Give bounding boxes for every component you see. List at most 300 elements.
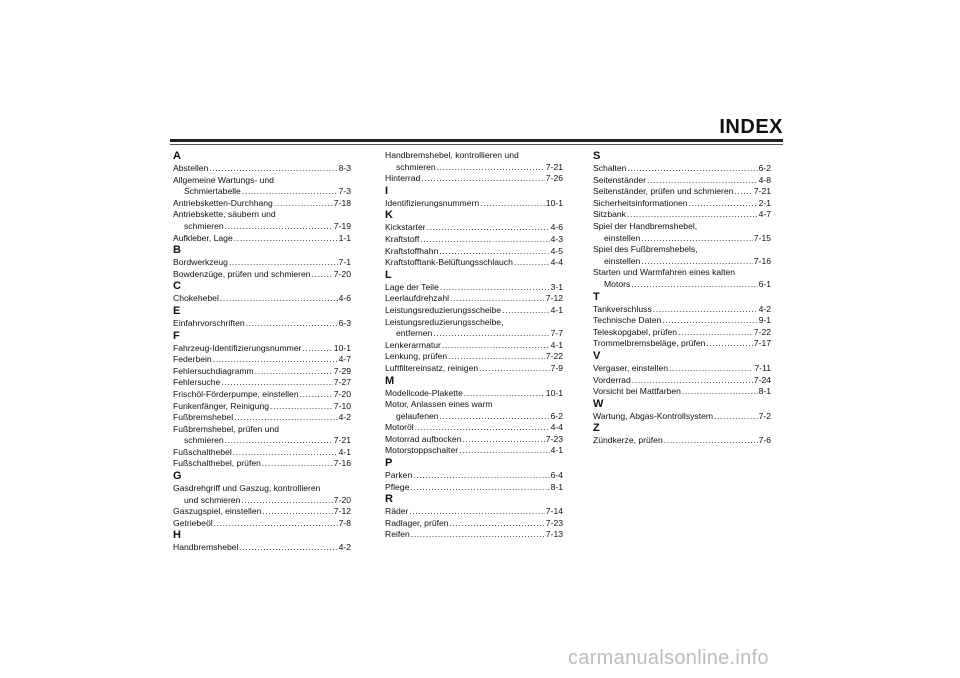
index-entry-text: Bordwerkzeug: [173, 257, 228, 268]
leader-dots: [242, 186, 338, 198]
index-entry-text: Antriebsketten-Durchhang: [173, 197, 273, 208]
index-letter-heading: R: [385, 493, 393, 506]
index-entry: [593, 411, 771, 423]
index-entry-page: 4-4: [550, 257, 563, 268]
index-entry-page: 4-1: [550, 445, 563, 456]
index-entry: [593, 267, 771, 279]
index-entry-page: 7-11: [754, 362, 771, 373]
index-entry-page: 7-1: [338, 257, 351, 268]
index-entry-page: 7-18: [333, 197, 351, 208]
index-entry: [385, 482, 563, 494]
leader-dots: [678, 327, 753, 339]
index-entry: [385, 328, 563, 340]
index-entry-page: 7-8: [338, 517, 351, 528]
index-entry-text: Hinterrad: [385, 173, 421, 184]
index-entry-page: 4-2: [338, 412, 351, 423]
index-entry-text: Räder: [385, 506, 409, 517]
leader-dots: [209, 163, 337, 175]
index-entry: [173, 412, 351, 424]
leader-dots: [409, 506, 544, 518]
index-entry: [385, 234, 563, 246]
index-entry: [385, 518, 563, 530]
index-entry-text: Seitenständer: [593, 174, 647, 185]
index-letter-heading: L: [385, 268, 392, 281]
index-entry-text: Sicherheitsinformationen: [593, 197, 688, 208]
index-letter-heading: M: [385, 374, 395, 387]
index-entry-text: Fehlersuchdiagramm: [173, 365, 254, 376]
index-entry-text: und schmieren: [184, 494, 241, 505]
index-entry-text: Handbremshebel: [173, 542, 239, 553]
index-entry-page: 7-12: [545, 293, 563, 304]
index-column-3: [593, 150, 771, 447]
index-entry-text: Tankverschluss: [593, 303, 652, 314]
index-entry-text: Gaszugspiel, einstellen: [173, 506, 262, 517]
index-entry-page: 7-16: [333, 458, 351, 469]
index-entry-page: 7-2: [758, 410, 771, 421]
index-letter-heading: H: [173, 529, 181, 542]
leader-dots: [437, 162, 545, 174]
index-entry: [385, 363, 563, 375]
index-entry: [173, 163, 351, 175]
leader-dots: [270, 401, 333, 413]
index-letter-heading: V: [593, 349, 601, 362]
index-entry: [385, 340, 563, 352]
index-entry-page: 6-2: [758, 163, 771, 173]
index-entry: [593, 304, 771, 316]
leader-dots: [734, 186, 752, 198]
leader-dots: [641, 233, 752, 245]
index-entry-text: Seitenständer, prüfen und schmieren: [593, 186, 734, 197]
page-title: INDEX: [719, 116, 783, 138]
index-entry-page: 7-20: [333, 268, 351, 279]
index-entry: [173, 293, 351, 305]
index-entry: [593, 244, 771, 256]
index-entry-page: 10-1: [545, 387, 563, 398]
index-entry-text: Fehlersuche: [173, 377, 221, 388]
index-entry-text: Leistungsreduzierungsscheibe: [385, 304, 502, 315]
index-entry-page: 4-6: [550, 222, 563, 233]
index-entry-page: 4-2: [338, 542, 351, 553]
index-entry: [593, 256, 771, 268]
index-column-1: [173, 150, 351, 554]
index-entry: [173, 389, 351, 401]
index-entry-text: Aufkleber, Lage: [173, 232, 233, 243]
leader-dots: [669, 363, 753, 375]
index-entry-page: 7-21: [333, 435, 351, 446]
index-entry-text: Pflege: [385, 481, 410, 492]
index-entry: [173, 343, 351, 355]
index-entry: [173, 377, 351, 389]
index-entry-page: 4-4: [550, 422, 563, 433]
index-entry: [385, 293, 563, 305]
leader-dots: [440, 282, 550, 294]
index-entry-page: 7-9: [550, 362, 563, 373]
index-entry: [173, 495, 351, 507]
index-entry-text: Kraftstoff: [385, 233, 420, 244]
index-entry: [593, 186, 771, 198]
leader-dots: [234, 233, 338, 245]
index-entry-text: Radlager, prüfen: [385, 517, 449, 528]
index-entry-text: Vergaser, einstellen: [593, 362, 669, 373]
index-entry-text: Spiel des Fußbremshebels,: [593, 244, 698, 255]
index-entry-text: Modellcode-Plakette: [385, 387, 463, 398]
index-entry-text: Fußschalthebel: [173, 446, 232, 457]
leader-dots: [234, 412, 337, 424]
index-entry-text: Luftfiltereinsatz, reinigen: [385, 362, 479, 373]
index-entry-page: 2-1: [758, 197, 771, 208]
index-entry: [385, 388, 563, 400]
index-entry: [593, 233, 771, 245]
index-entry-page: 6-2: [550, 410, 563, 421]
index-entry-text: Schmiertabelle: [184, 186, 241, 197]
index-entry-text: Reifen: [385, 529, 410, 540]
index-entry-page: 7-21: [545, 161, 563, 172]
index-entry-page: 7-20: [333, 388, 351, 399]
leader-dots: [229, 257, 338, 269]
index-entry-page: 4-3: [550, 233, 563, 244]
index-entry-text: Kickstarter: [385, 222, 426, 233]
leader-dots: [221, 377, 333, 389]
index-entry: [593, 175, 771, 187]
index-entry: [593, 363, 771, 375]
index-entry: [385, 422, 563, 434]
index-entry-text: entfernen: [396, 328, 433, 339]
index-entry: [385, 411, 563, 423]
index-entry: [593, 315, 771, 327]
index-entry: [173, 269, 351, 281]
index-entry-text: Identifizierungsnummern: [385, 197, 480, 208]
index-entry-page: 7-21: [753, 186, 771, 197]
index-entry: [173, 366, 351, 378]
index-entry-text: Spiel der Handbremshebel,: [593, 220, 698, 231]
index-entry: [385, 351, 563, 363]
leader-dots: [514, 257, 550, 269]
index-entry-text: Lenkung, prüfen: [385, 351, 448, 362]
index-entry-page: 4-7: [338, 354, 351, 365]
index-entry: [173, 447, 351, 459]
leader-dots: [220, 293, 338, 305]
index-entry: [593, 327, 771, 339]
index-entry-page: 7-16: [753, 255, 771, 266]
index-entry-text: gelaufenen: [396, 410, 439, 421]
index-entry-page: 7-23: [545, 517, 563, 528]
index-entry: [593, 163, 771, 175]
leader-dots: [413, 470, 549, 482]
leader-dots: [274, 198, 333, 210]
index-entry-text: Leerlaufdrehzahl: [385, 293, 450, 304]
index-entry-text: Vorderrad: [593, 374, 631, 385]
index-entry-page: 7-29: [333, 365, 351, 376]
index-entry: [173, 435, 351, 447]
index-entry-text: Fußbremshebel: [173, 412, 234, 423]
leader-dots: [246, 318, 338, 330]
index-entry: [385, 222, 563, 234]
index-letter-heading: E: [173, 304, 181, 317]
index-entry: [173, 542, 351, 554]
index-entry-text: Fahrzeug-Identifizierungsnummer: [173, 342, 302, 353]
leader-dots: [450, 293, 545, 305]
index-entry: [173, 186, 351, 198]
index-entry-page: 8-1: [550, 481, 563, 492]
index-entry-text: Trommelbremsbeläge, prüfen: [593, 338, 706, 349]
index-entry: [173, 198, 351, 210]
leader-dots: [433, 328, 549, 340]
index-entry-page: 4-5: [550, 245, 563, 256]
index-entry: [173, 221, 351, 233]
index-entry: [173, 424, 351, 436]
leader-dots: [415, 422, 550, 434]
index-entry-text: Wartung, Abgas-Kontrollsystem: [593, 410, 714, 421]
index-entry-text: Lenkerarmatur: [385, 339, 441, 350]
leader-dots: [440, 411, 550, 423]
leader-dots: [225, 221, 333, 233]
index-entry-text: Handbremshebel, kontrollieren und: [385, 150, 519, 160]
leader-dots: [662, 315, 757, 327]
leader-dots: [462, 434, 544, 446]
index-entry: [173, 209, 351, 221]
index-entry: [385, 399, 563, 411]
index-entry-page: 8-3: [338, 163, 351, 173]
index-entry-text: Einfahrvorschriften: [173, 317, 245, 328]
leader-dots: [255, 366, 333, 378]
index-entry-page: 6-4: [550, 470, 563, 481]
index-entry-page: 7-6: [758, 435, 771, 446]
index-entry-text: einstellen: [604, 255, 641, 266]
leader-dots: [411, 529, 545, 541]
index-entry-page: 4-1: [550, 339, 563, 350]
leader-dots: [241, 495, 332, 507]
leader-dots: [627, 163, 757, 175]
index-letter-heading: C: [173, 280, 181, 293]
index-entry-page: 9-1: [758, 315, 771, 326]
index-letter-heading: A: [173, 150, 181, 162]
index-entry-page: 4-1: [338, 446, 351, 457]
index-entry-page: 7-20: [333, 494, 351, 505]
leader-dots: [647, 175, 758, 187]
header-rule-thick: [170, 139, 783, 142]
leader-dots: [213, 354, 338, 366]
index-entry-page: 4-8: [758, 174, 771, 185]
index-letter-heading: P: [385, 457, 393, 470]
index-entry-page: 7-23: [545, 433, 563, 444]
index-entry-text: Motorrad aufbocken: [385, 433, 462, 444]
index-entry-page: 7-10: [333, 400, 351, 411]
index-entry-text: schmieren: [184, 220, 224, 231]
index-entry-page: 7-22: [753, 326, 771, 337]
header-rule-thin: [170, 144, 783, 145]
leader-dots: [689, 198, 758, 210]
index-entry: [593, 338, 771, 350]
index-letter-heading: T: [593, 290, 600, 303]
index-entry-text: Abstellen: [173, 163, 209, 173]
index-entry-page: 4-7: [758, 209, 771, 220]
index-entry-text: Kraftstofftank-Belüftungsschlauch: [385, 257, 513, 268]
index-letter-heading: S: [593, 150, 601, 162]
leader-dots: [420, 234, 549, 246]
index-entry: [385, 173, 563, 185]
index-entry-text: Fußschalthebel, prüfen: [173, 458, 261, 469]
index-entry-text: Gasdrehgriff und Gaszug, kontrollieren: [173, 483, 321, 494]
leader-dots: [479, 363, 549, 375]
leader-dots: [664, 435, 758, 447]
index-entry-page: 7-24: [753, 374, 771, 385]
index-entry-page: 1-1: [338, 232, 351, 243]
leader-dots: [427, 222, 550, 234]
index-entry-page: 4-2: [758, 303, 771, 314]
index-entry-page: 10-1: [545, 197, 563, 208]
index-entry: [173, 175, 351, 187]
index-entry-text: Motorstoppschalter: [385, 445, 459, 456]
index-entry-page: 7-22: [545, 351, 563, 362]
index-letter-heading: B: [173, 244, 181, 257]
index-entry: [593, 209, 771, 221]
index-entry: [385, 150, 563, 162]
leader-dots: [225, 435, 333, 447]
index-entry-text: Teleskopgabel, prüfen: [593, 326, 678, 337]
index-entry: [173, 354, 351, 366]
leader-dots: [627, 209, 758, 221]
index-entry: [385, 162, 563, 174]
index-entry: [173, 401, 351, 413]
index-entry: [173, 318, 351, 330]
index-entry: [173, 257, 351, 269]
index-entry-text: Sitzbank: [593, 209, 626, 220]
index-entry-text: Technische Daten: [593, 315, 662, 326]
index-entry: [385, 317, 563, 329]
index-entry-text: schmieren: [184, 435, 224, 446]
index-entry: [593, 375, 771, 387]
index-entry-text: Zündkerze, prüfen: [593, 435, 663, 446]
index-entry-text: Kraftstoffhahn: [385, 245, 439, 256]
index-entry-text: Lage der Teile: [385, 281, 439, 292]
index-entry-page: 4-6: [338, 293, 351, 304]
index-entry-text: Allgemeine Wartungs- und: [173, 174, 274, 185]
leader-dots: [641, 256, 752, 268]
leader-dots: [632, 375, 753, 387]
index-entry: [173, 233, 351, 245]
leader-dots: [262, 458, 333, 470]
index-entry: [173, 506, 351, 518]
index-entry-text: Vorsicht bei Mattfarben: [593, 386, 681, 397]
index-entry: [593, 221, 771, 233]
leader-dots: [448, 351, 545, 363]
index-entry-text: Frischöl-Förderpumpe, einstellen: [173, 388, 299, 399]
index-entry-text: Motoröl: [385, 422, 414, 433]
leader-dots: [464, 388, 545, 400]
index-entry: [385, 445, 563, 457]
index-entry-page: 10-1: [333, 342, 351, 353]
index-entry: [593, 386, 771, 398]
index-entry-text: Starten und Warmfahren eines kalten: [593, 267, 736, 278]
leader-dots: [631, 279, 757, 291]
index-entry-text: Motor, Anlassen eines warm: [385, 399, 493, 410]
leader-dots: [442, 340, 550, 352]
leader-dots: [233, 447, 338, 459]
index-entry: [385, 257, 563, 269]
leader-dots: [714, 411, 758, 423]
watermark-footer: carmanualsonline.info: [568, 647, 769, 669]
index-entry: [385, 434, 563, 446]
index-entry: [385, 282, 563, 294]
index-letter-heading: Z: [593, 422, 600, 435]
leader-dots: [480, 198, 545, 210]
index-entry: [385, 529, 563, 541]
index-entry: [593, 279, 771, 291]
leader-dots: [421, 173, 544, 185]
index-letter-heading: G: [173, 470, 182, 483]
leader-dots: [312, 269, 333, 281]
index-entry-page: 7-12: [333, 506, 351, 517]
index-entry: [385, 198, 563, 210]
index-entry-page: 8-1: [758, 386, 771, 397]
leader-dots: [450, 518, 545, 530]
index-entry-text: Antriebskette, säubern und: [173, 209, 276, 220]
index-entry: [385, 470, 563, 482]
leader-dots: [239, 542, 337, 554]
index-entry-page: 3-1: [550, 281, 563, 292]
index-entry-text: einstellen: [604, 232, 641, 243]
index-entry: [173, 458, 351, 470]
leader-dots: [410, 482, 549, 494]
index-entry: [593, 198, 771, 210]
index-entry-page: 7-19: [333, 220, 351, 231]
index-entry: [385, 246, 563, 258]
index-letter-heading: K: [385, 209, 393, 222]
index-entry-text: Chokehebel: [173, 293, 219, 304]
index-entry-page: 4-1: [550, 304, 563, 315]
index-entry-text: Federbein: [173, 354, 212, 365]
index-entry-text: Getriebeöl: [173, 517, 213, 528]
leader-dots: [459, 445, 549, 457]
index-entry-text: Funkenfänger, Reinigung: [173, 400, 270, 411]
index-entry: [593, 435, 771, 447]
leader-dots: [300, 389, 333, 401]
leader-dots: [262, 506, 332, 518]
leader-dots: [439, 246, 549, 258]
leader-dots: [214, 518, 338, 530]
index-entry-page: 7-7: [550, 328, 563, 339]
leader-dots: [653, 304, 758, 316]
index-entry-text: Motors: [604, 278, 631, 289]
leader-dots: [303, 343, 333, 355]
leader-dots: [706, 338, 752, 350]
index-entry-page: 7-14: [545, 506, 563, 517]
index-column-2: [385, 150, 563, 541]
index-letter-heading: I: [385, 184, 389, 197]
index-entry-page: 7-15: [753, 232, 771, 243]
index-entry-text: Parken: [385, 470, 413, 481]
index-letter-heading: W: [593, 397, 604, 410]
index-entry-text: schmieren: [396, 161, 436, 172]
index-entry-text: Schalten: [593, 163, 627, 173]
leader-dots: [502, 305, 549, 317]
index-entry: [173, 483, 351, 495]
index-entry-page: 6-3: [338, 317, 351, 328]
index-entry-page: 7-3: [338, 186, 351, 197]
index-entry-text: Fußbremshebel, prüfen und: [173, 423, 280, 434]
index-entry: [385, 305, 563, 317]
leader-dots: [682, 386, 758, 398]
index-entry-page: 7-13: [545, 529, 563, 540]
index-letter-heading: F: [173, 329, 180, 342]
index-entry: [385, 506, 563, 518]
index-entry-page: 7-17: [753, 338, 771, 349]
index-entry: [173, 518, 351, 530]
index-entry-page: 7-27: [333, 377, 351, 388]
index-entry-text: Leistungsreduzierungsscheibe,: [385, 316, 504, 327]
index-entry-page: 6-1: [758, 278, 771, 289]
index-entry-page: 7-26: [545, 173, 563, 184]
